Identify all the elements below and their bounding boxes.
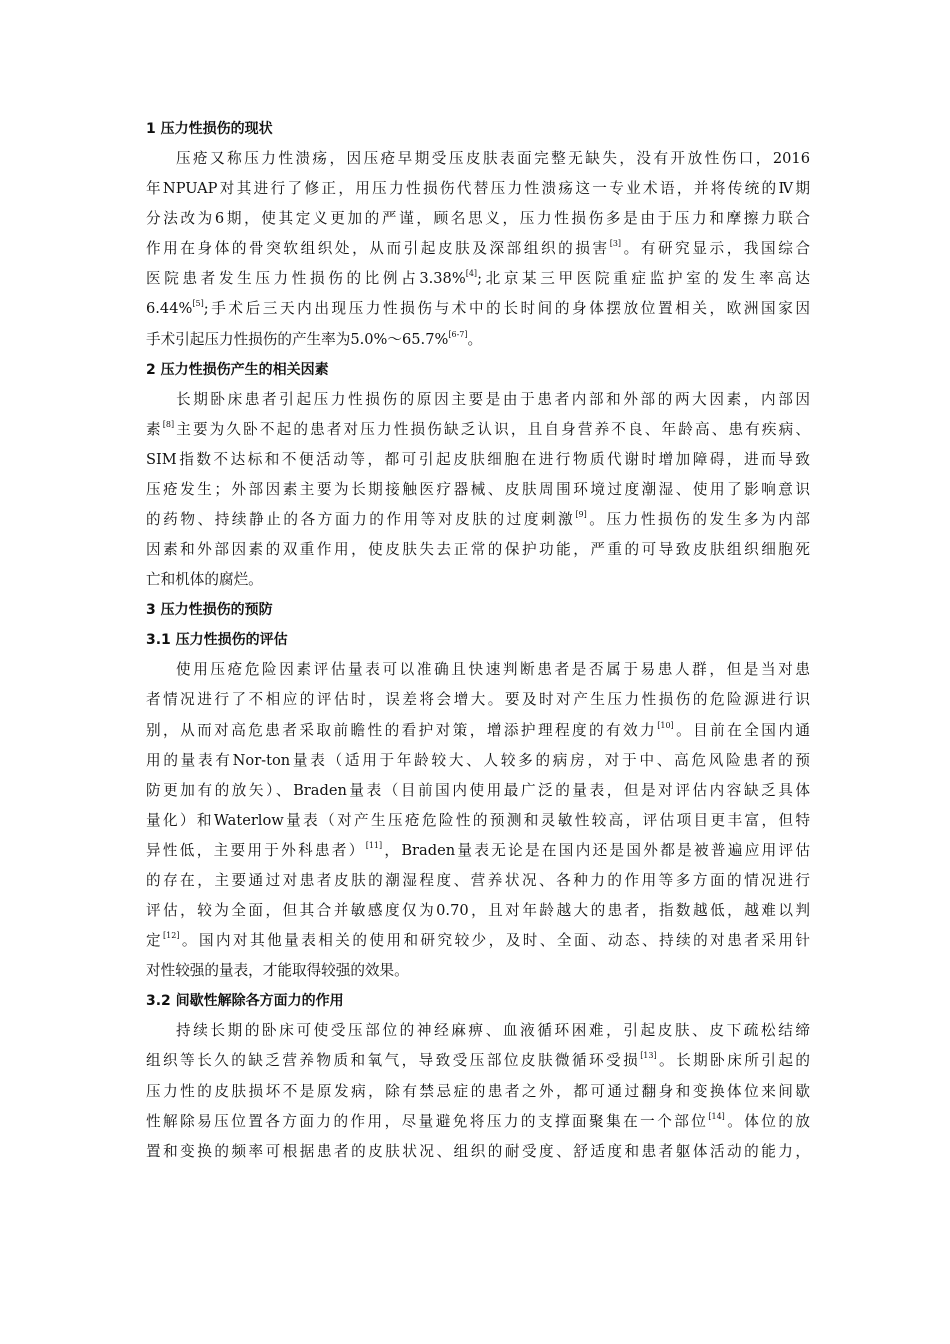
line-text: 使用压疮危险因素评估量表可以准确且快速判断患者是否属于易患人群，但是当对患 [176, 661, 810, 679]
text-line [146, 655, 810, 685]
line-text: 分法改为6期，使其定义更加的严谨，顾名思义，压力性损伤多是由于压力和摩擦力联合 [146, 210, 810, 228]
text-line [146, 746, 810, 776]
text-line [146, 234, 810, 264]
line-text: 。国内对其他量表相关的使用和研究较少，及时、全面、动态、持续的对患者采用针 [179, 932, 810, 950]
line-text: 6.44% [146, 300, 193, 318]
line-text: 作用在身体的骨突软组织处，从而引起皮肤及深部组织的损害 [146, 240, 610, 258]
text-line [146, 1046, 810, 1076]
line-text: 的存在，主要通过对患者皮肤的潮湿程度、营养状况、各种力的作用等多方面的情况进行 [146, 871, 810, 889]
line-text: SIM指数不达标和不便活动等，都可引起皮肤细胞在进行物质代谢时增加障碍，进而导致 [146, 450, 810, 468]
citation-reference: [5] [192, 299, 204, 309]
line-text: 用的量表有Nor-ton量表（适用于年龄较大、人较多的病房，对于中、高危风险患者的预 [146, 751, 810, 769]
line-text: 对性较强的量表，才能取得较强的效果。 [146, 962, 409, 980]
line-text: 医院患者发生压力性损伤的比例占3.38% [146, 270, 466, 288]
text-line [146, 415, 810, 445]
line-text: 。目前在全国内通 [673, 721, 810, 739]
line-text: 。压力性损伤的发生多为内部 [586, 511, 810, 529]
line-text: 压力性的皮肤损坏不是原发病，除有禁忌症的患者之外，都可通过翻身和变换体位来间歇 [146, 1082, 810, 1100]
line-text: 防更加有的放矢）、Braden量表（目前国内使用最广泛的量表，但是对评估内容缺乏具体 [146, 781, 810, 799]
line-text: 持续长期的卧床可使受压部位的神经麻痹、血液循环困难，引起皮肤、皮下疏松结缔 [176, 1022, 810, 1040]
line-text: 。长期卧床所引起的 [656, 1052, 810, 1070]
citation-reference: [3] [609, 239, 622, 249]
line-text: 量化）和Waterlow量表（对产生压疮危险性的预测和灵敏性较高，评估项目更丰富，但特 [146, 811, 810, 829]
text-line [146, 776, 810, 806]
text-line [146, 1107, 810, 1137]
line-text: 性解除易压位置各方面力的作用，尽量避免将压力的支撑面聚集在一个部位 [146, 1112, 709, 1130]
line-text: 压疮发生；外部因素主要为长期接触医疗器械、皮肤周围环境过度潮湿、使用了影响意识 [146, 480, 810, 498]
text-line [146, 896, 810, 926]
text-line [146, 505, 810, 535]
line-text: 年NPUAP对其进行了修正，用压力性损伤代替压力性溃疡这一专业术语，并将传统的Ⅳ期 [146, 180, 810, 198]
line-text: 因素和外部因素的双重作用，使皮肤失去正常的保护功能，严重的可导致皮肤组织细胞死 [146, 541, 810, 559]
text-line [146, 174, 810, 204]
section-heading: 3 压力性损伤的预防 [146, 602, 273, 619]
citation-reference: [11] [365, 840, 383, 850]
line-text: 亡和机体的腐烂。 [146, 571, 263, 589]
citation-reference: [4] [465, 269, 478, 279]
text-line [146, 385, 810, 415]
line-text: ;北京某三甲医院重症监护室的发生率高达 [477, 270, 810, 288]
text-line [146, 325, 810, 355]
line-text: 主要为久卧不起的患者对压力性损伤缺乏认识，且自身营养不良、年龄高、患有疾病、 [174, 420, 810, 438]
line-text: 者情况进行了不相应的评估时，误差将会增大。要及时对产生压力性损伤的危险源进行识 [146, 691, 810, 709]
text-line [146, 565, 810, 595]
section-heading: 3.1 压力性损伤的评估 [146, 632, 288, 649]
line-text: 。有研究显示，我国综合 [621, 240, 810, 258]
text-line [146, 1077, 810, 1107]
line-text: 。体位的放 [724, 1112, 810, 1130]
line-text: 素 [146, 420, 163, 438]
line-text: 手术引起压力性损伤的产生率为5.0%～65.7% [146, 330, 449, 348]
citation-reference: [12] [163, 931, 180, 941]
citation-reference: [8] [162, 419, 175, 429]
text-line [146, 445, 810, 475]
body-paragraph [146, 1016, 810, 1166]
body-paragraph [146, 655, 810, 986]
line-text: 异性低，主要用于外科患者） [146, 841, 366, 859]
citation-reference: [10] [657, 720, 674, 730]
text-line [146, 866, 810, 896]
citation-reference: [13] [640, 1051, 657, 1061]
text-line [146, 836, 810, 866]
body-paragraph [146, 144, 810, 355]
line-text: 长期卧床患者引起压力性损伤的原因主要是由于患者内部和外部的两大因素，内部因 [176, 390, 810, 408]
line-text: 置和变换的频率可根据患者的皮肤状况、组织的耐受度、舒适度和患者躯体活动的能力， [146, 1142, 810, 1160]
line-text: 定 [146, 932, 164, 950]
text-line [146, 956, 810, 986]
line-text: ;手术后三天内出现压力性损伤与术中的长时间的身体摆放位置相关，欧洲国家因 [203, 300, 810, 318]
text-line [146, 144, 810, 174]
section-heading: 3.2 间歇性解除各方面力的作用 [146, 993, 344, 1010]
line-text: 的药物、持续静止的各方面力的作用等对皮肤的过度刺激 [146, 511, 576, 529]
text-line [146, 685, 810, 715]
line-text: 别，从而对高危患者采取前瞻性的看护对策，增添护理程度的有效力 [146, 721, 658, 739]
section-heading: 2 压力性损伤产生的相关因素 [146, 361, 329, 378]
citation-reference: [14] [708, 1111, 725, 1121]
text-line [146, 535, 810, 565]
section-heading: 1 压力性损伤的现状 [146, 121, 273, 137]
text-line [146, 294, 810, 324]
text-line [146, 264, 810, 294]
line-text: 。 [467, 330, 483, 348]
line-text: ，Braden量表无论是在国内还是国外都是被普遍应用评估 [382, 841, 810, 859]
text-line [146, 716, 810, 746]
line-text: 组织等长久的缺乏营养物质和氧气，导致受压部位皮肤微循环受损 [146, 1052, 641, 1070]
citation-reference: [9] [575, 510, 587, 520]
text-line [146, 204, 810, 234]
line-text: 压疮又称压力性溃疡，因压疮早期受压皮肤表面完整无缺失，没有开放性伤口，2016 [176, 150, 810, 167]
document-page [146, 114, 810, 1167]
text-line [146, 806, 810, 836]
line-text: 评估，较为全面，但其合并敏感度仅为0.70，且对年龄越大的患者，指数越低，越难以判 [146, 902, 810, 920]
text-line [146, 475, 810, 505]
citation-reference: [6-7] [448, 329, 468, 339]
text-line [146, 1016, 810, 1046]
body-paragraph [146, 385, 810, 596]
text-line [146, 1137, 810, 1167]
text-line [146, 926, 810, 956]
